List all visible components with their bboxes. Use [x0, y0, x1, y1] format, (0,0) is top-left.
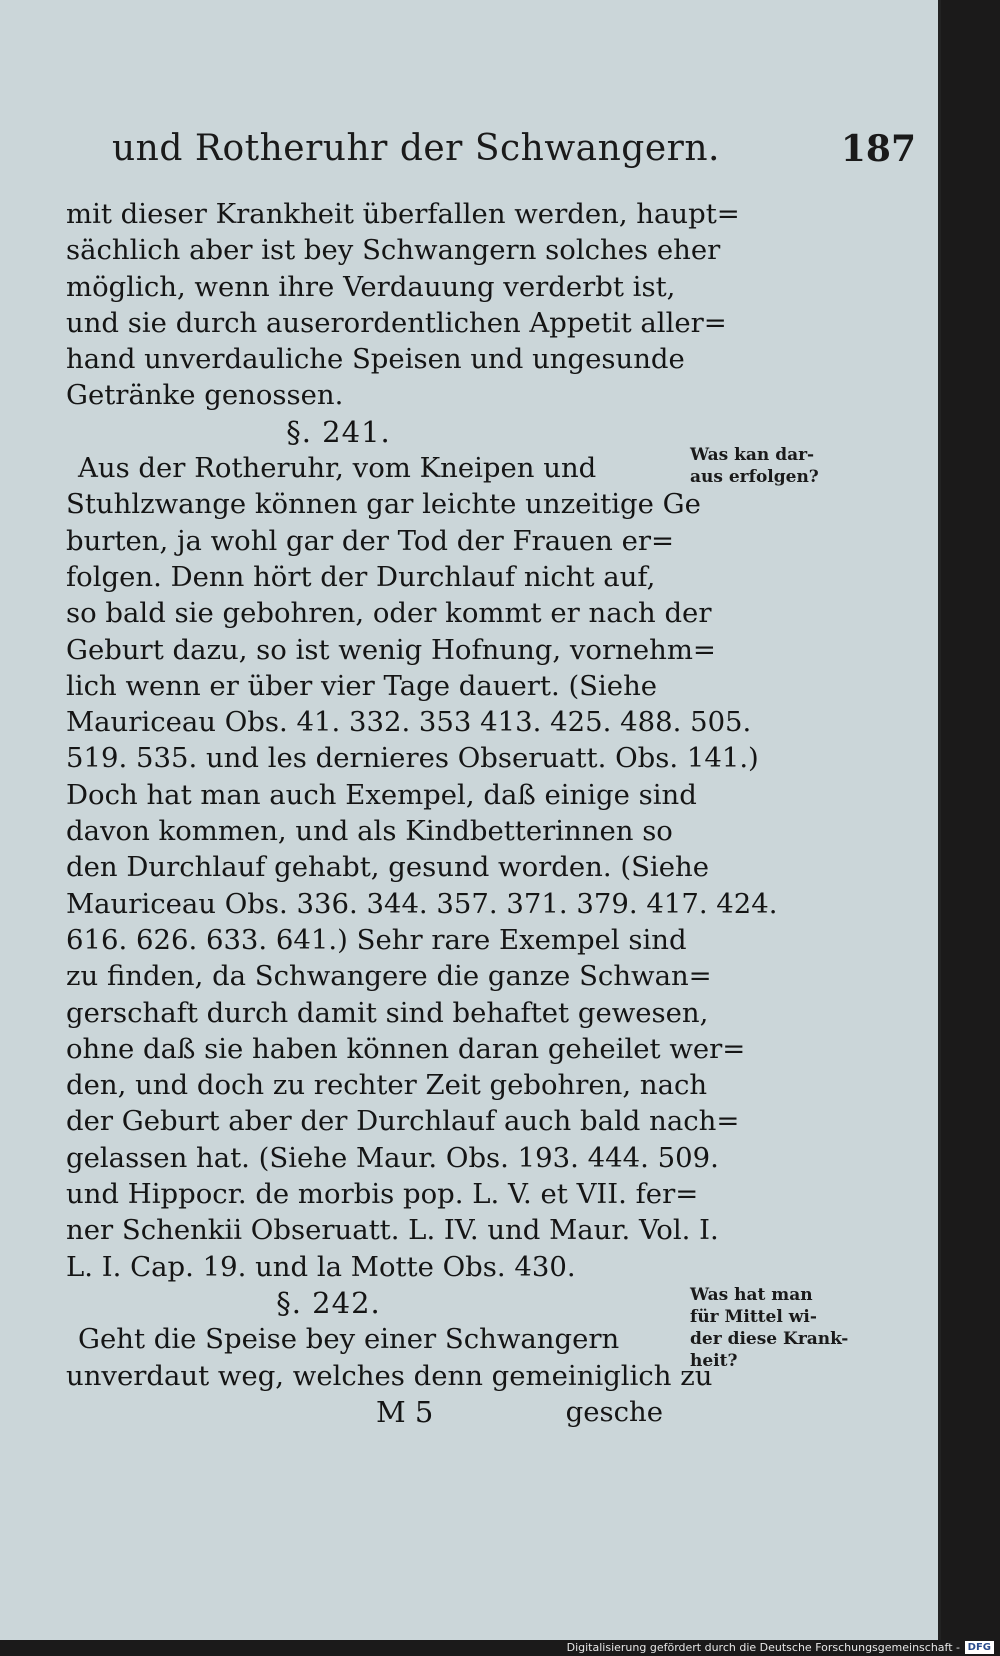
text-line: möglich, wenn ihre Verdauung verderbt ist, — [66, 270, 676, 303]
text-line: und Hippocr. de morbis pop. L. V. et VII. fer= — [66, 1178, 699, 1211]
text-line: folgen. Denn hört der Durchlauf nicht auf, — [66, 560, 656, 593]
text-line: sächlich aber ist bey Schwangern solches eher — [66, 234, 721, 267]
marginal-line: der diese Krank- — [690, 1329, 849, 1349]
text-line: Stuhlzwange können gar leichte unzeitige Ge — [66, 488, 701, 521]
text-line: Doch hat man auch Exempel, daß einige sind — [66, 778, 697, 811]
text-line: Geht die Speise bey einer Schwangern — [78, 1323, 620, 1356]
text-line: zu finden, da Schwangere die ganze Schwan= — [66, 960, 712, 993]
text-line: Aus der Rotheruhr, vom Kneipen und — [78, 452, 597, 485]
text-line: 616. 626. 633. 641.) Sehr rare Exempel sind — [66, 923, 687, 956]
marginal-line: für Mittel wi- — [690, 1307, 817, 1327]
text-line: Getränke genossen. — [66, 379, 344, 412]
marginal-line: Was kan dar- — [690, 445, 815, 465]
running-header — [112, 128, 938, 188]
marginal-line: heit? — [690, 1351, 738, 1371]
text-line: unverdaut weg, welches denn gemeiniglich zu — [66, 1359, 713, 1392]
text-line: der Geburt aber der Durchlauf auch bald nach= — [66, 1105, 740, 1138]
text-line: Geburt dazu, so ist wenig Hofnung, vornehm= — [66, 633, 716, 666]
catchword: gesche — [565, 1395, 663, 1428]
text-line: und sie durch auserordentlichen Appetit aller= — [66, 306, 727, 339]
text-line: ohne daß sie haben können daran geheilet wer= — [66, 1032, 746, 1065]
text-line: mit dieser Krankheit überfallen werden, haupt= — [66, 198, 740, 230]
text-line: hand unverdauliche Speisen und ungesunde — [66, 343, 685, 376]
page-number: 187 — [840, 128, 916, 170]
text-line: den Durchlauf gehabt, gesund worden. (Siehe — [66, 851, 709, 884]
text-line: lich wenn er über vier Tage dauert. (Siehe — [66, 669, 658, 702]
section-heading-242: §. 242. — [276, 1285, 381, 1320]
text-line: Mauriceau Obs. 41. 332. 353 413. 425. 488. 505. — [66, 706, 752, 739]
text-line: gelassen hat. (Siehe Maur. Obs. 193. 444. 509. — [66, 1141, 719, 1174]
text-line: gerschaft durch damit sind behaftet gewesen, — [66, 996, 709, 1029]
text-line: den, und doch zu rechter Zeit gebohren, nach — [66, 1069, 708, 1102]
running-title: und Rotheruhr der Schwangern. — [112, 128, 720, 169]
section-heading-241: §. 241. — [286, 414, 391, 449]
text-line: burten, ja wohl gar der Tod der Frauen er= — [66, 524, 675, 557]
dfg-logo: DFG — [965, 1641, 994, 1654]
text-line: davon kommen, und als Kindbetterinnen so — [66, 815, 673, 848]
marginal-note-1 — [690, 444, 850, 488]
marginal-line: Was hat man — [690, 1285, 813, 1305]
signature-line — [66, 1394, 671, 1430]
text-line: 519. 535. und les dernieres Obseruatt. Obs. 141.) — [66, 742, 759, 775]
marginal-note-2 — [690, 1284, 850, 1372]
text-line: Mauriceau Obs. 336. 344. 357. 371. 379. 417. 424. — [66, 887, 778, 920]
text-line: L. I. Cap. 19. und la Motte Obs. 430. — [66, 1250, 576, 1283]
text-line: ner Schenkii Obseruatt. L. IV. und Maur. Vol. I. — [66, 1214, 719, 1247]
marginal-line: aus erfolgen? — [690, 467, 819, 487]
text-line: so bald sie gebohren, oder kommt er nach der — [66, 597, 712, 630]
signature-mark: M 5 — [376, 1394, 434, 1429]
funding-credit: Digitalisierung gefördert durch die Deutsche Forschungsgemeinschaft - — [566, 1641, 960, 1654]
